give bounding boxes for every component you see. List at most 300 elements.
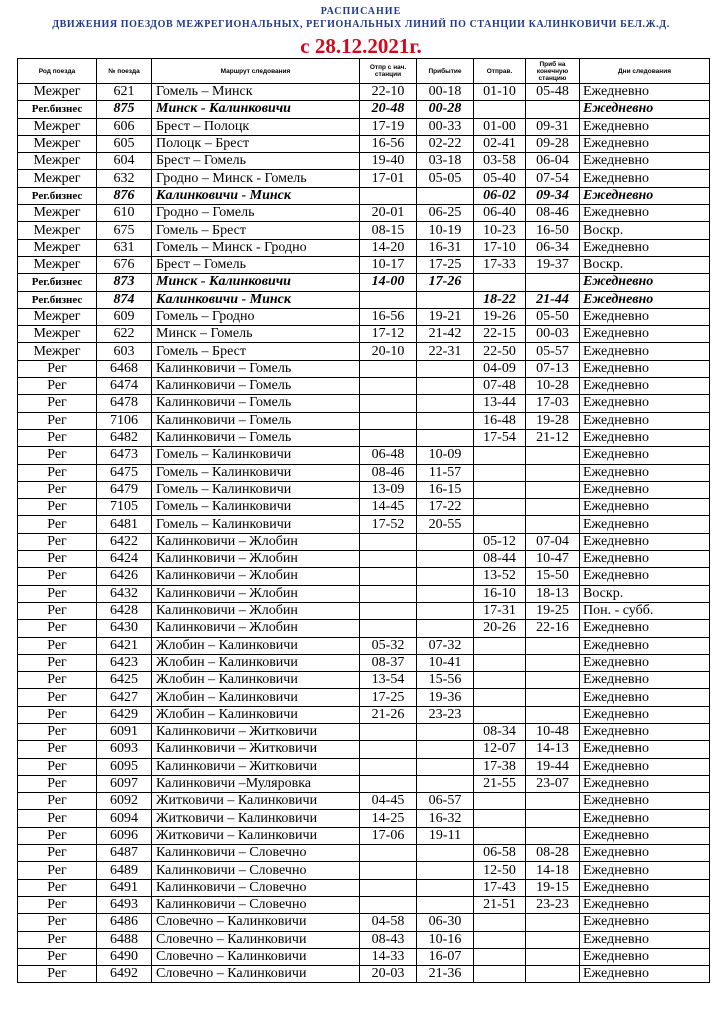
cell-arrival: 06-30 bbox=[417, 914, 474, 931]
cell-days: Ежедневно bbox=[580, 291, 710, 308]
cell-dep-origin bbox=[360, 862, 417, 879]
cell-arrival bbox=[417, 741, 474, 758]
cell-train-number: 6096 bbox=[97, 827, 152, 844]
table-row bbox=[18, 429, 710, 446]
cell-arrival bbox=[417, 551, 474, 568]
cell-train-type: Рег bbox=[18, 499, 97, 516]
cell-arrival: 17-22 bbox=[417, 499, 474, 516]
cell-departure: 03-58 bbox=[474, 153, 526, 170]
cell-arr-final: 17-03 bbox=[526, 395, 580, 412]
table-row bbox=[18, 378, 710, 395]
cell-train-type: Рег bbox=[18, 672, 97, 689]
cell-arr-final: 07-13 bbox=[526, 360, 580, 377]
cell-route: Калинковичи – Гомель bbox=[152, 429, 360, 446]
cell-arr-final: 19-15 bbox=[526, 879, 580, 896]
cell-departure: 06-58 bbox=[474, 845, 526, 862]
cell-train-type: Рег bbox=[18, 395, 97, 412]
cell-arrival bbox=[417, 378, 474, 395]
cell-departure: 16-10 bbox=[474, 585, 526, 602]
cell-arr-final bbox=[526, 637, 580, 654]
cell-train-number: 6093 bbox=[97, 741, 152, 758]
header-subtitle: ДВИЖЕНИЯ ПОЕЗДОВ МЕЖРЕГИОНАЛЬНЫХ, РЕГИОНАЛЬНЫХ ЛИНИЙ ПО СТАНЦИИ КАЛИНКОВИЧИ БЕЛ.Ж.Д. bbox=[52, 19, 670, 30]
cell-dep-origin bbox=[360, 845, 417, 862]
cell-train-type: Рег bbox=[18, 533, 97, 550]
cell-arrival: 11-57 bbox=[417, 464, 474, 481]
cell-train-number: 6091 bbox=[97, 723, 152, 740]
cell-arr-final bbox=[526, 931, 580, 948]
cell-days: Ежедневно bbox=[580, 810, 710, 827]
cell-train-type: Рег bbox=[18, 689, 97, 706]
cell-days: Ежедневно bbox=[580, 689, 710, 706]
cell-arr-final: 16-50 bbox=[526, 222, 580, 239]
table-row bbox=[18, 775, 710, 792]
cell-arrival bbox=[417, 187, 474, 204]
cell-route: Калинковичи – Гомель bbox=[152, 360, 360, 377]
cell-departure: 17-43 bbox=[474, 879, 526, 896]
cell-arrival bbox=[417, 395, 474, 412]
cell-train-type: Рег bbox=[18, 793, 97, 810]
cell-route: Гомель – Минск - Гродно bbox=[152, 239, 360, 256]
cell-arr-final: 09-34 bbox=[526, 187, 580, 204]
cell-train-type: Рег bbox=[18, 464, 97, 481]
cell-train-number: 6479 bbox=[97, 481, 152, 498]
cell-arrival: 15-56 bbox=[417, 672, 474, 689]
cell-train-type: Рег bbox=[18, 758, 97, 775]
cell-arr-final: 05-50 bbox=[526, 308, 580, 325]
cell-dep-origin: 19-40 bbox=[360, 153, 417, 170]
cell-route: Житковичи – Калинковичи bbox=[152, 810, 360, 827]
cell-arrival bbox=[417, 429, 474, 446]
cell-train-type: Рег bbox=[18, 706, 97, 723]
cell-train-type: Рег bbox=[18, 845, 97, 862]
cell-departure: 08-34 bbox=[474, 723, 526, 740]
cell-arr-final: 07-54 bbox=[526, 170, 580, 187]
col-header-arr-final: Приб на конечную станцию bbox=[526, 59, 580, 84]
cell-days: Ежедневно bbox=[580, 170, 710, 187]
table-row bbox=[18, 568, 710, 585]
cell-train-number: 6474 bbox=[97, 378, 152, 395]
table-row bbox=[18, 551, 710, 568]
cell-dep-origin: 17-25 bbox=[360, 689, 417, 706]
cell-route: Гомель – Минск bbox=[152, 84, 360, 101]
cell-days: Ежедневно bbox=[580, 187, 710, 204]
table-row bbox=[18, 326, 710, 343]
table-row bbox=[18, 101, 710, 118]
cell-days: Ежедневно bbox=[580, 931, 710, 948]
cell-departure: 06-40 bbox=[474, 205, 526, 222]
cell-route: Гомель – Калинковичи bbox=[152, 516, 360, 533]
table-row bbox=[18, 205, 710, 222]
cell-dep-origin: 05-32 bbox=[360, 637, 417, 654]
cell-route: Калинковичи – Словечно bbox=[152, 845, 360, 862]
cell-route: Калинковичи – Житковичи bbox=[152, 723, 360, 740]
cell-train-number: 609 bbox=[97, 308, 152, 325]
cell-train-number: 874 bbox=[97, 291, 152, 308]
cell-train-type: Межрег bbox=[18, 118, 97, 135]
cell-arr-final bbox=[526, 101, 580, 118]
cell-train-number: 6473 bbox=[97, 447, 152, 464]
cell-arr-final: 10-47 bbox=[526, 551, 580, 568]
cell-train-number: 6427 bbox=[97, 689, 152, 706]
cell-dep-origin: 16-56 bbox=[360, 135, 417, 152]
cell-dep-origin: 20-10 bbox=[360, 343, 417, 360]
cell-dep-origin: 21-26 bbox=[360, 706, 417, 723]
cell-train-number: 6094 bbox=[97, 810, 152, 827]
cell-arrival bbox=[417, 291, 474, 308]
cell-route: Калинковичи – Гомель bbox=[152, 395, 360, 412]
cell-train-number: 6486 bbox=[97, 914, 152, 931]
cell-days: Ежедневно bbox=[580, 516, 710, 533]
cell-departure: 17-33 bbox=[474, 256, 526, 273]
cell-route: Калинковичи – Жлобин bbox=[152, 568, 360, 585]
cell-arrival bbox=[417, 360, 474, 377]
cell-train-number: 610 bbox=[97, 205, 152, 222]
cell-train-number: 6482 bbox=[97, 429, 152, 446]
cell-train-type: Рег bbox=[18, 827, 97, 844]
cell-route: Калинковичи – Жлобин bbox=[152, 533, 360, 550]
cell-departure: 02-41 bbox=[474, 135, 526, 152]
cell-departure bbox=[474, 914, 526, 931]
cell-train-number: 621 bbox=[97, 84, 152, 101]
table-row bbox=[18, 84, 710, 101]
cell-dep-origin bbox=[360, 758, 417, 775]
cell-route: Гомель – Калинковичи bbox=[152, 464, 360, 481]
cell-departure bbox=[474, 706, 526, 723]
cell-route: Калинковичи –Муляровка bbox=[152, 775, 360, 792]
cell-arr-final: 05-57 bbox=[526, 343, 580, 360]
col-header-dep-origin: Отпр с нач. станции bbox=[360, 59, 417, 84]
cell-route: Гомель – Гродно bbox=[152, 308, 360, 325]
cell-dep-origin: 14-20 bbox=[360, 239, 417, 256]
cell-train-number: 7105 bbox=[97, 499, 152, 516]
cell-dep-origin: 08-37 bbox=[360, 654, 417, 671]
cell-train-type: Межрег bbox=[18, 170, 97, 187]
cell-train-type: Межрег bbox=[18, 343, 97, 360]
cell-arr-final: 00-03 bbox=[526, 326, 580, 343]
cell-train-type: Рег bbox=[18, 914, 97, 931]
cell-train-number: 6421 bbox=[97, 637, 152, 654]
cell-route: Калинковичи – Жлобин bbox=[152, 620, 360, 637]
col-header-type: Род поезда bbox=[18, 59, 97, 84]
cell-departure: 16-48 bbox=[474, 412, 526, 429]
cell-arrival bbox=[417, 568, 474, 585]
cell-train-type: Рег.бизнес bbox=[18, 274, 97, 291]
cell-dep-origin bbox=[360, 360, 417, 377]
cell-dep-origin bbox=[360, 412, 417, 429]
cell-arr-final: 09-31 bbox=[526, 118, 580, 135]
cell-train-number: 6481 bbox=[97, 516, 152, 533]
cell-route: Жлобин – Калинковичи bbox=[152, 672, 360, 689]
cell-route: Гомель – Калинковичи bbox=[152, 447, 360, 464]
cell-arrival: 16-31 bbox=[417, 239, 474, 256]
cell-train-type: Рег bbox=[18, 585, 97, 602]
cell-dep-origin: 20-03 bbox=[360, 966, 417, 983]
cell-arrival: 00-18 bbox=[417, 84, 474, 101]
cell-departure: 07-48 bbox=[474, 378, 526, 395]
table-body bbox=[18, 84, 710, 983]
table-row bbox=[18, 222, 710, 239]
cell-arr-final: 19-37 bbox=[526, 256, 580, 273]
cell-train-number: 6092 bbox=[97, 793, 152, 810]
cell-departure bbox=[474, 966, 526, 983]
cell-route: Калинковичи – Словечно bbox=[152, 879, 360, 896]
cell-train-number: 605 bbox=[97, 135, 152, 152]
table-row bbox=[18, 862, 710, 879]
cell-train-number: 876 bbox=[97, 187, 152, 204]
table-header-row bbox=[18, 59, 710, 84]
cell-days: Ежедневно bbox=[580, 775, 710, 792]
cell-route: Гомель – Брест bbox=[152, 222, 360, 239]
cell-days: Ежедневно bbox=[580, 914, 710, 931]
cell-departure: 06-02 bbox=[474, 187, 526, 204]
table-row bbox=[18, 758, 710, 775]
cell-days: Ежедневно bbox=[580, 654, 710, 671]
cell-dep-origin: 14-33 bbox=[360, 948, 417, 965]
cell-arr-final: 10-28 bbox=[526, 378, 580, 395]
cell-dep-origin: 17-52 bbox=[360, 516, 417, 533]
cell-train-number: 6490 bbox=[97, 948, 152, 965]
cell-dep-origin: 20-01 bbox=[360, 205, 417, 222]
cell-arrival bbox=[417, 585, 474, 602]
cell-train-type: Рег bbox=[18, 551, 97, 568]
cell-train-type: Рег bbox=[18, 620, 97, 637]
col-header-arrival: Прибытие bbox=[417, 59, 474, 84]
cell-route: Жлобин – Калинковичи bbox=[152, 689, 360, 706]
table-row bbox=[18, 256, 710, 273]
cell-days: Ежедневно bbox=[580, 533, 710, 550]
cell-route: Словечно – Калинковичи bbox=[152, 931, 360, 948]
table-row bbox=[18, 845, 710, 862]
cell-arrival: 10-16 bbox=[417, 931, 474, 948]
cell-days: Ежедневно bbox=[580, 308, 710, 325]
cell-days: Ежедневно bbox=[580, 153, 710, 170]
cell-arrival bbox=[417, 620, 474, 637]
table-row bbox=[18, 170, 710, 187]
cell-days: Воскр. bbox=[580, 256, 710, 273]
cell-train-number: 6429 bbox=[97, 706, 152, 723]
cell-dep-origin: 10-17 bbox=[360, 256, 417, 273]
cell-train-number: 6422 bbox=[97, 533, 152, 550]
cell-arr-final: 18-13 bbox=[526, 585, 580, 602]
table-row bbox=[18, 689, 710, 706]
cell-dep-origin: 08-15 bbox=[360, 222, 417, 239]
cell-arrival: 10-41 bbox=[417, 654, 474, 671]
cell-train-number: 6430 bbox=[97, 620, 152, 637]
cell-arr-final: 19-44 bbox=[526, 758, 580, 775]
cell-dep-origin: 20-48 bbox=[360, 101, 417, 118]
cell-route: Калинковичи – Словечно bbox=[152, 896, 360, 913]
cell-dep-origin bbox=[360, 291, 417, 308]
table-row bbox=[18, 810, 710, 827]
cell-train-type: Рег.бизнес bbox=[18, 291, 97, 308]
cell-train-number: 606 bbox=[97, 118, 152, 135]
table-row bbox=[18, 447, 710, 464]
cell-route: Калинковичи – Житковичи bbox=[152, 758, 360, 775]
cell-days: Воскр. bbox=[580, 585, 710, 602]
table-row bbox=[18, 966, 710, 983]
cell-days: Ежедневно bbox=[580, 499, 710, 516]
cell-departure: 17-31 bbox=[474, 602, 526, 619]
cell-route: Минск - Калинковичи bbox=[152, 274, 360, 291]
table-row bbox=[18, 118, 710, 135]
cell-train-type: Рег bbox=[18, 966, 97, 983]
cell-days: Ежедневно bbox=[580, 896, 710, 913]
col-header-departure: Отправ. bbox=[474, 59, 526, 84]
cell-days: Ежедневно bbox=[580, 343, 710, 360]
cell-arrival: 17-26 bbox=[417, 274, 474, 291]
cell-dep-origin: 17-06 bbox=[360, 827, 417, 844]
cell-train-number: 6425 bbox=[97, 672, 152, 689]
cell-departure: 18-22 bbox=[474, 291, 526, 308]
cell-arr-final bbox=[526, 654, 580, 671]
cell-arr-final: 05-48 bbox=[526, 84, 580, 101]
cell-route: Минск – Гомель bbox=[152, 326, 360, 343]
cell-train-type: Межрег bbox=[18, 222, 97, 239]
cell-arrival: 19-36 bbox=[417, 689, 474, 706]
cell-train-number: 873 bbox=[97, 274, 152, 291]
cell-train-number: 6424 bbox=[97, 551, 152, 568]
table-row bbox=[18, 948, 710, 965]
cell-train-number: 631 bbox=[97, 239, 152, 256]
cell-dep-origin bbox=[360, 585, 417, 602]
cell-days: Ежедневно bbox=[580, 395, 710, 412]
cell-arr-final bbox=[526, 516, 580, 533]
cell-departure: 05-12 bbox=[474, 533, 526, 550]
cell-days: Ежедневно bbox=[580, 827, 710, 844]
cell-arr-final: 14-18 bbox=[526, 862, 580, 879]
cell-train-number: 632 bbox=[97, 170, 152, 187]
cell-days: Пон. - субб. bbox=[580, 602, 710, 619]
cell-train-type: Рег bbox=[18, 654, 97, 671]
cell-arr-final bbox=[526, 706, 580, 723]
cell-train-type: Рег.бизнес bbox=[18, 101, 97, 118]
cell-departure: 19-26 bbox=[474, 308, 526, 325]
cell-dep-origin: 14-45 bbox=[360, 499, 417, 516]
cell-arrival bbox=[417, 775, 474, 792]
cell-days: Ежедневно bbox=[580, 84, 710, 101]
cell-dep-origin bbox=[360, 602, 417, 619]
cell-days: Ежедневно bbox=[580, 879, 710, 896]
table-row bbox=[18, 654, 710, 671]
cell-departure: 05-40 bbox=[474, 170, 526, 187]
table-row bbox=[18, 481, 710, 498]
cell-arrival bbox=[417, 896, 474, 913]
cell-train-type: Рег bbox=[18, 931, 97, 948]
cell-train-type: Рег bbox=[18, 862, 97, 879]
cell-route: Словечно – Калинковичи bbox=[152, 966, 360, 983]
cell-dep-origin bbox=[360, 533, 417, 550]
cell-arrival: 10-09 bbox=[417, 447, 474, 464]
cell-days: Ежедневно bbox=[580, 378, 710, 395]
col-header-days: Дни следования bbox=[580, 59, 710, 84]
cell-departure bbox=[474, 810, 526, 827]
cell-route: Брест – Полоцк bbox=[152, 118, 360, 135]
cell-route: Гомель – Брест bbox=[152, 343, 360, 360]
cell-departure: 20-26 bbox=[474, 620, 526, 637]
cell-arrival: 19-11 bbox=[417, 827, 474, 844]
table-row bbox=[18, 723, 710, 740]
cell-train-type: Рег bbox=[18, 360, 97, 377]
cell-dep-origin bbox=[360, 395, 417, 412]
cell-dep-origin bbox=[360, 896, 417, 913]
cell-dep-origin: 17-12 bbox=[360, 326, 417, 343]
cell-days: Ежедневно bbox=[580, 948, 710, 965]
cell-dep-origin: 17-19 bbox=[360, 118, 417, 135]
cell-dep-origin: 16-56 bbox=[360, 308, 417, 325]
cell-train-number: 676 bbox=[97, 256, 152, 273]
cell-dep-origin bbox=[360, 187, 417, 204]
cell-departure: 21-51 bbox=[474, 896, 526, 913]
cell-days: Ежедневно bbox=[580, 205, 710, 222]
cell-days: Ежедневно bbox=[580, 966, 710, 983]
cell-days: Ежедневно bbox=[580, 845, 710, 862]
cell-arrival: 23-23 bbox=[417, 706, 474, 723]
cell-dep-origin bbox=[360, 723, 417, 740]
table-row bbox=[18, 360, 710, 377]
cell-train-number: 675 bbox=[97, 222, 152, 239]
cell-train-number: 6432 bbox=[97, 585, 152, 602]
cell-arrival bbox=[417, 723, 474, 740]
cell-dep-origin: 17-01 bbox=[360, 170, 417, 187]
cell-arr-final: 10-48 bbox=[526, 723, 580, 740]
cell-departure bbox=[474, 948, 526, 965]
cell-days: Ежедневно bbox=[580, 412, 710, 429]
cell-arrival bbox=[417, 533, 474, 550]
cell-train-type: Межрег bbox=[18, 308, 97, 325]
cell-arr-final: 23-07 bbox=[526, 775, 580, 792]
cell-train-number: 6428 bbox=[97, 602, 152, 619]
cell-route: Брест – Гомель bbox=[152, 153, 360, 170]
cell-arr-final: 21-44 bbox=[526, 291, 580, 308]
cell-departure bbox=[474, 793, 526, 810]
table-row bbox=[18, 153, 710, 170]
cell-days: Ежедневно bbox=[580, 551, 710, 568]
cell-route: Гомель – Калинковичи bbox=[152, 481, 360, 498]
cell-arr-final: 08-28 bbox=[526, 845, 580, 862]
cell-route: Гомель – Калинковичи bbox=[152, 499, 360, 516]
table-row bbox=[18, 412, 710, 429]
cell-route: Житковичи – Калинковичи bbox=[152, 793, 360, 810]
cell-departure: 10-23 bbox=[474, 222, 526, 239]
cell-train-type: Межрег bbox=[18, 153, 97, 170]
cell-arrival: 19-21 bbox=[417, 308, 474, 325]
cell-train-type: Рег bbox=[18, 948, 97, 965]
cell-arr-final bbox=[526, 689, 580, 706]
cell-train-type: Межрег bbox=[18, 84, 97, 101]
cell-train-number: 6489 bbox=[97, 862, 152, 879]
cell-arr-final: 14-13 bbox=[526, 741, 580, 758]
cell-train-type: Рег bbox=[18, 723, 97, 740]
cell-dep-origin: 04-58 bbox=[360, 914, 417, 931]
cell-route: Калинковичи – Жлобин bbox=[152, 602, 360, 619]
cell-arrival: 00-28 bbox=[417, 101, 474, 118]
cell-arrival: 03-18 bbox=[417, 153, 474, 170]
table-row bbox=[18, 274, 710, 291]
cell-train-type: Рег bbox=[18, 516, 97, 533]
cell-arr-final bbox=[526, 793, 580, 810]
cell-train-type: Межрег bbox=[18, 135, 97, 152]
cell-train-type: Рег bbox=[18, 879, 97, 896]
cell-departure: 12-07 bbox=[474, 741, 526, 758]
cell-train-type: Рег bbox=[18, 741, 97, 758]
cell-train-number: 6493 bbox=[97, 896, 152, 913]
cell-departure bbox=[474, 481, 526, 498]
cell-arr-final bbox=[526, 481, 580, 498]
cell-train-number: 7106 bbox=[97, 412, 152, 429]
cell-days: Ежедневно bbox=[580, 481, 710, 498]
cell-arrival: 21-42 bbox=[417, 326, 474, 343]
header-date: с 28.12.2021г. bbox=[300, 34, 422, 58]
